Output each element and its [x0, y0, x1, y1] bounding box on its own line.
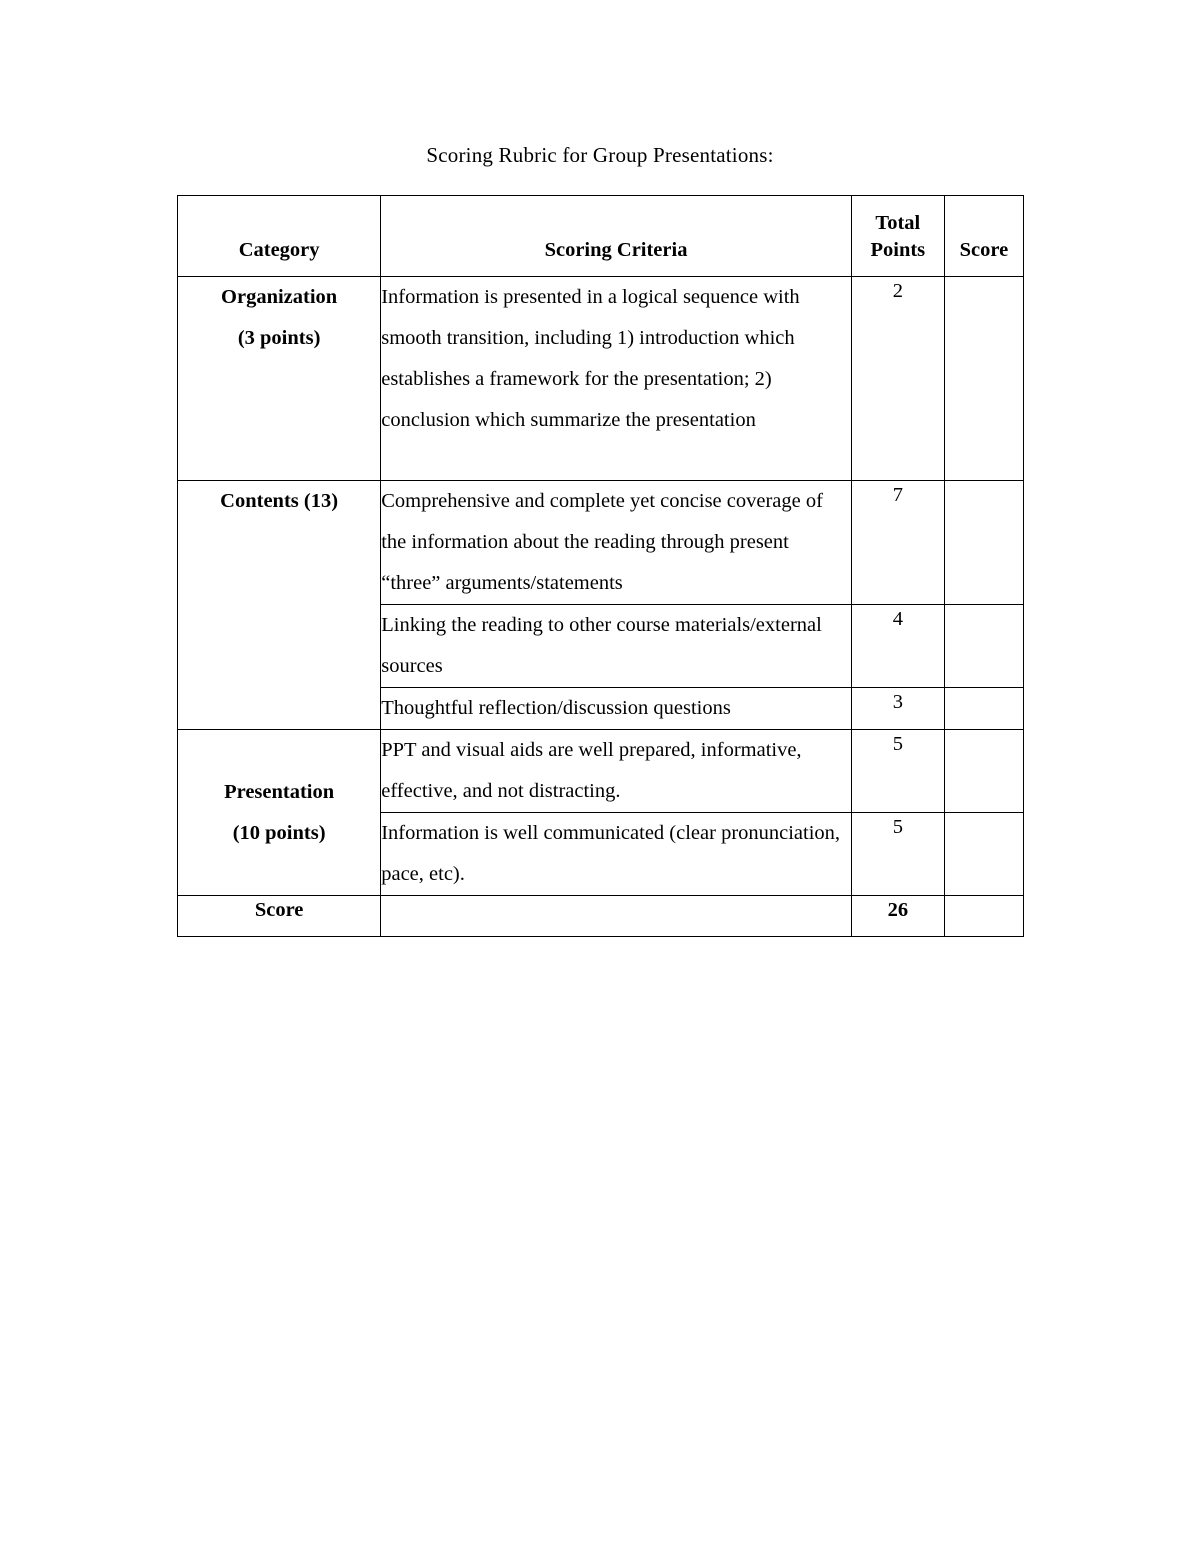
points-cell: 7 — [851, 481, 944, 605]
total-row — [178, 896, 1024, 937]
total-points: 26 — [851, 896, 944, 937]
score-cell[interactable] — [944, 813, 1023, 896]
scoring-rubric-table — [177, 195, 1024, 937]
criteria-cell: Linking the reading to other course materials/external sources — [381, 605, 852, 688]
header-row — [178, 196, 1024, 277]
points-cell: 2 — [851, 277, 944, 481]
score-cell[interactable] — [944, 605, 1023, 688]
table-row — [178, 730, 1024, 813]
category-label: Presentation — [224, 780, 335, 803]
table-row — [178, 277, 1024, 481]
score-cell[interactable] — [944, 688, 1023, 730]
score-cell[interactable] — [944, 277, 1023, 481]
document-title: Scoring Rubric for Group Presentations: — [426, 143, 774, 167]
total-score-cell[interactable] — [944, 896, 1023, 937]
points-cell: 3 — [851, 688, 944, 730]
criteria-cell: Information is well communicated (clear pronunciation, pace, etc). — [381, 813, 852, 896]
score-cell[interactable] — [944, 730, 1023, 813]
criteria-cell: Thoughtful reflection/discussion questions — [381, 688, 852, 730]
criteria-cell: Information is presented in a logical sequence with smooth transition, including 1) introduction which establishes a framework for the presentation; 2) conclusion which summarize the presentation — [381, 277, 852, 481]
total-label: Score — [178, 896, 381, 937]
total-criteria-cell — [381, 896, 852, 937]
points-cell: 5 — [851, 813, 944, 896]
category-points: (3 points) — [237, 327, 321, 349]
category-presentation — [178, 730, 381, 896]
header-total-points — [851, 196, 944, 277]
category-organization — [178, 277, 381, 481]
category-label: Organization — [221, 286, 338, 308]
table-row — [178, 481, 1024, 605]
header-total-points-line2: Points — [870, 239, 926, 261]
category-label: Contents (13) — [220, 490, 339, 512]
category-contents — [178, 481, 381, 730]
score-cell[interactable] — [944, 481, 1023, 605]
points-cell: 5 — [851, 730, 944, 813]
criteria-cell: Comprehensive and complete yet concise coverage of the information about the reading through present “three” arguments/statements — [381, 481, 852, 605]
header-score: Score — [944, 196, 1023, 277]
category-points: (10 points) — [232, 821, 326, 844]
criteria-cell: PPT and visual aids are well prepared, informative, effective, and not distracting. — [381, 730, 852, 813]
header-total-points-line1: Total — [875, 212, 921, 234]
header-scoring-criteria: Scoring Criteria — [381, 196, 852, 277]
points-cell: 4 — [851, 605, 944, 688]
header-category: Category — [178, 196, 381, 277]
